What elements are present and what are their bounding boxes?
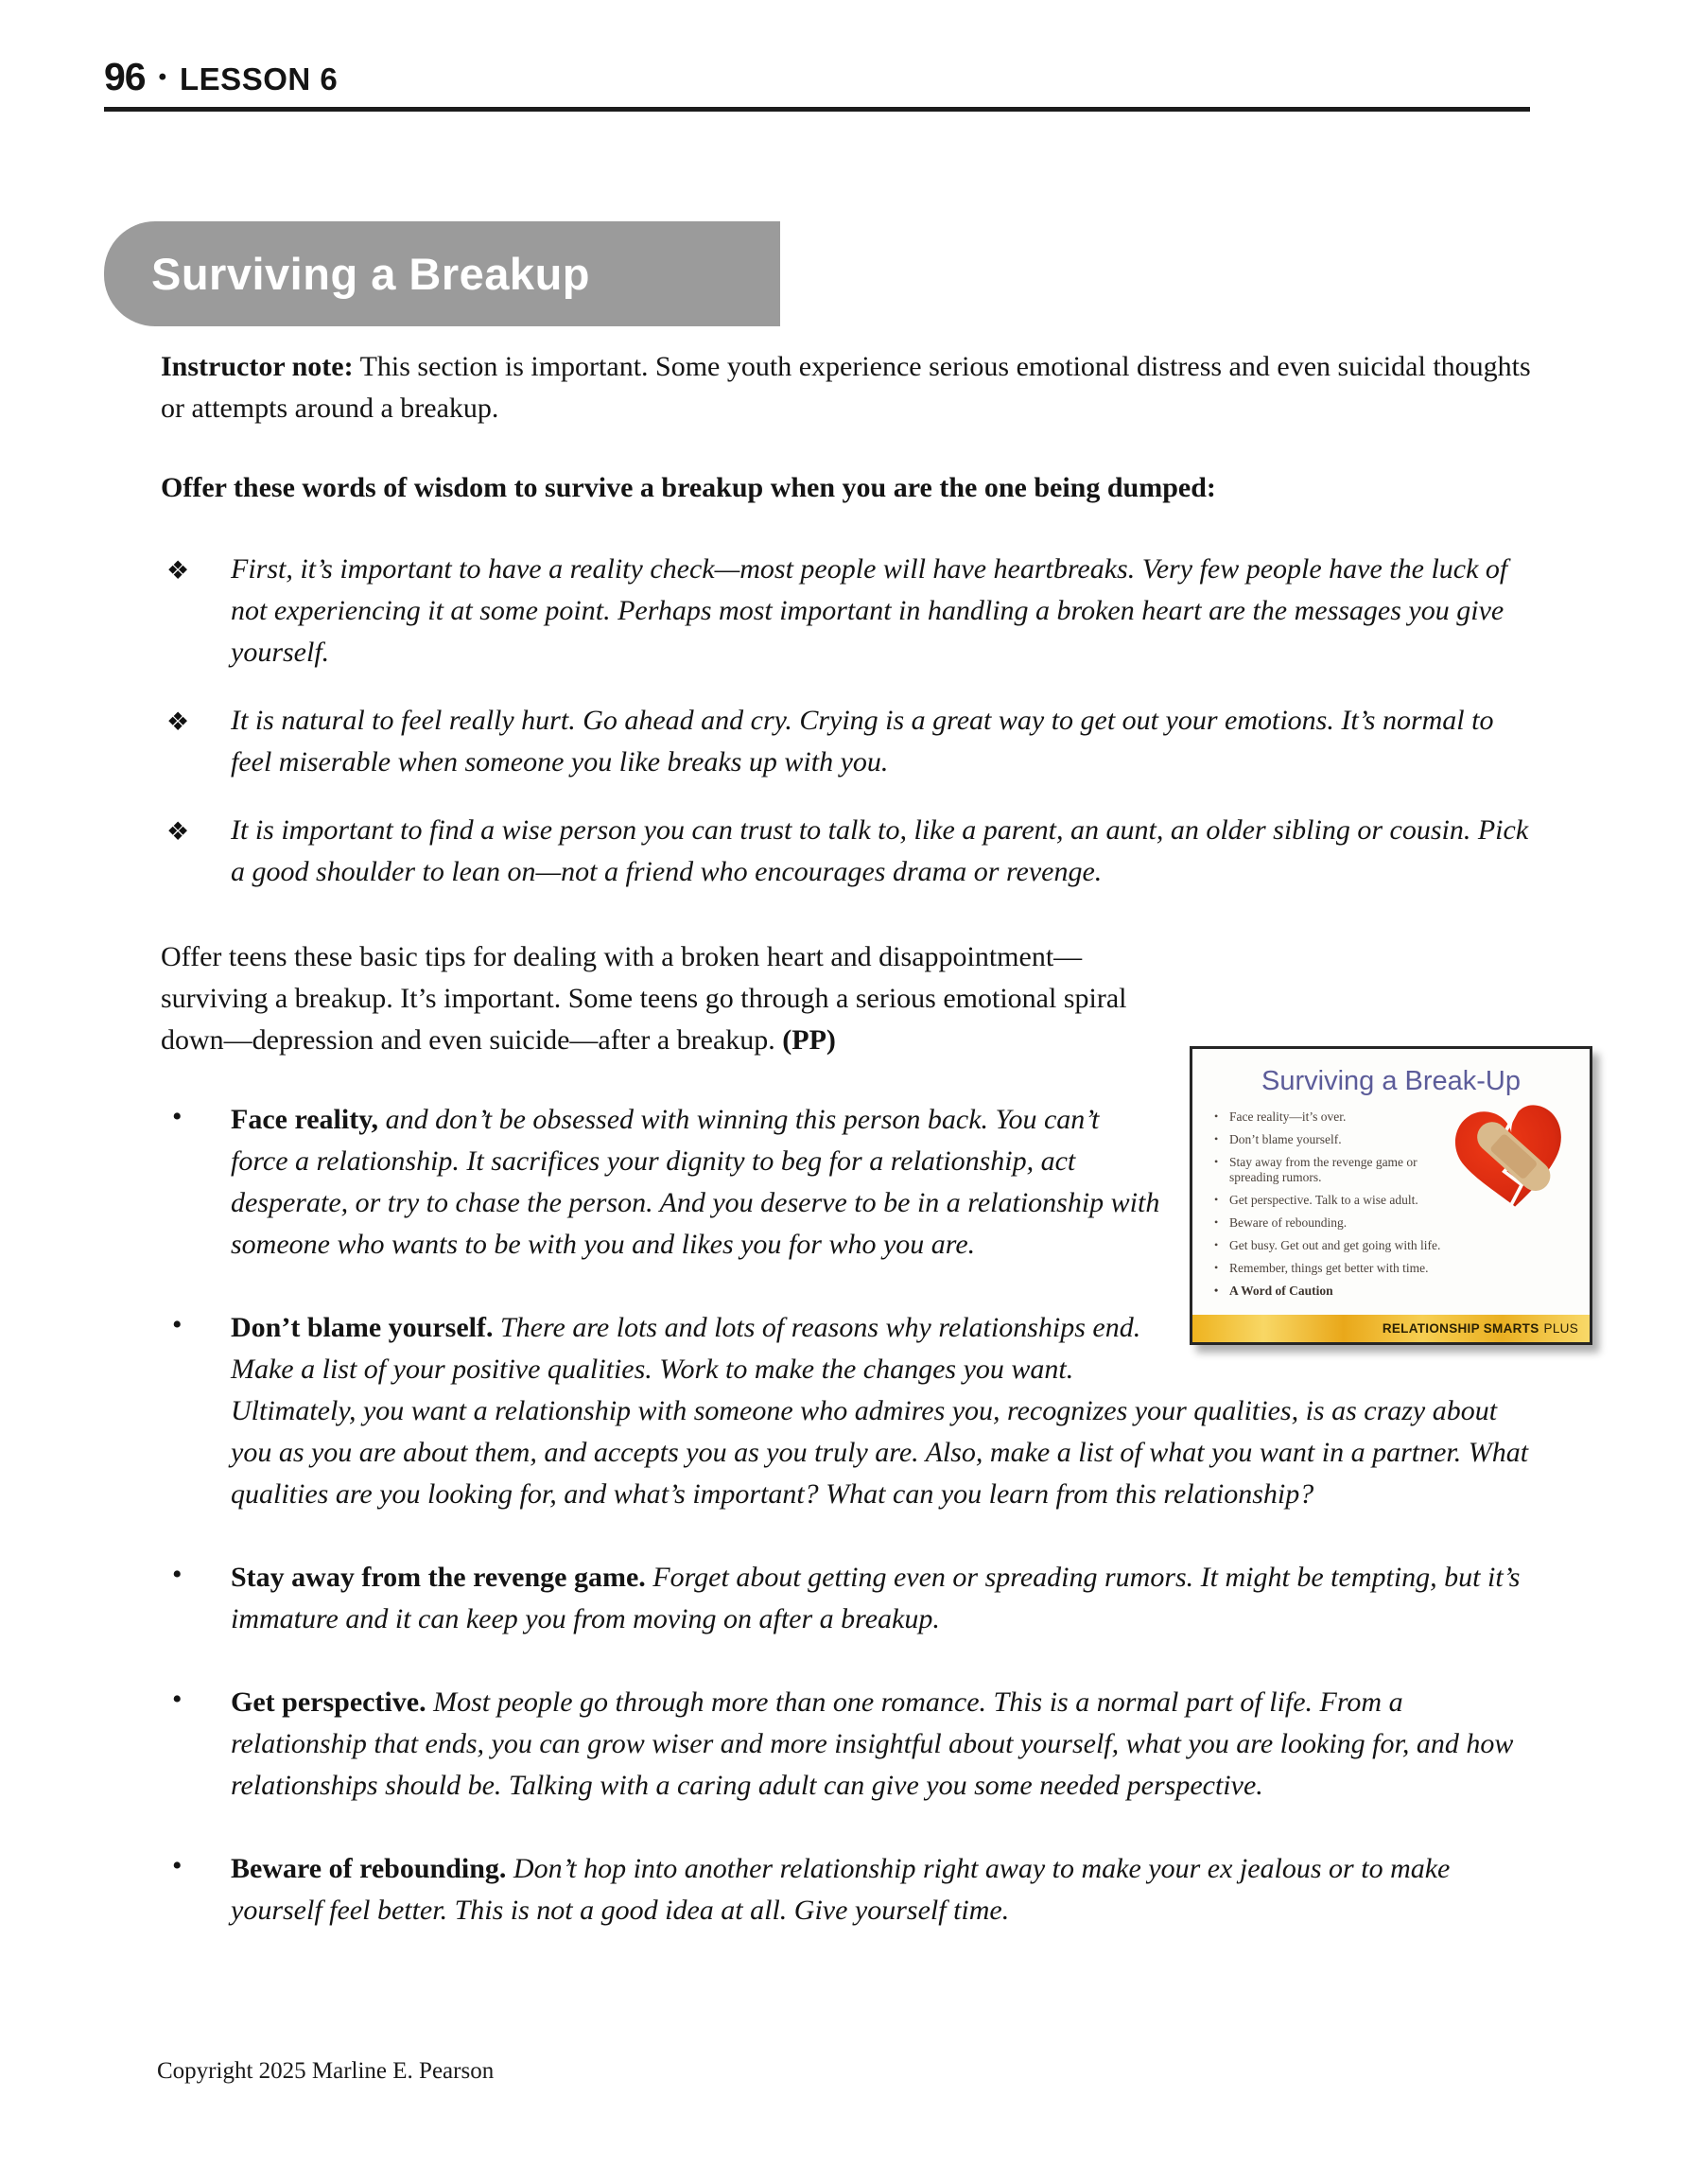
slide-bullet-text: Remember, things get better with time. — [1229, 1261, 1429, 1275]
tips-intro-text: Offer teens these basic tips for dealing with a broken heart and disappointment—surviving a breakup. It’s important. Some teens go through a serious emotional spiral down—depression and even suicide—after a breakup. — [161, 941, 1127, 1056]
slide-bullet-text: Get busy. Get out and get going with life. — [1229, 1238, 1441, 1252]
diamond-bullet-icon: ❖ — [166, 556, 190, 585]
tips-list — [161, 1099, 1534, 1931]
brand-name-light: PLUS — [1543, 1320, 1578, 1336]
body-column — [161, 346, 1578, 1973]
tip-label: Get perspective. — [231, 1686, 426, 1718]
separator-dot: • — [158, 64, 167, 90]
wisdom-item-text: First, it’s important to have a reality check—most people will have heartbreaks. Very few people have the luck of not experiencing it at some point. Perhaps most important in handling a broken heart are the messages you give yourself. — [231, 553, 1508, 668]
tip-label: Don’t blame yourself. — [231, 1312, 494, 1343]
round-bullet-icon: • — [1214, 1155, 1219, 1168]
section-banner — [104, 221, 780, 326]
round-bullet-icon: • — [1214, 1132, 1219, 1145]
diamond-bullet-icon: ❖ — [166, 817, 190, 846]
round-bullet-icon: • — [1214, 1109, 1219, 1123]
instructor-note-label: Instructor note: — [161, 351, 354, 382]
slide-bullet-text: Get perspective. Talk to a wise adult. — [1229, 1193, 1418, 1207]
round-bullet-icon: • — [1214, 1193, 1219, 1206]
tip-label: Beware of rebounding. — [231, 1853, 507, 1884]
footer-copyright: Copyright 2025 Marline E. Pearson — [157, 2058, 495, 2084]
tips-intro — [161, 936, 1534, 1061]
tip-item — [161, 1848, 1534, 1931]
page-number: 96 — [104, 55, 146, 98]
slide-title: Surviving a Break-Up — [1261, 1066, 1521, 1096]
section-title: Surviving a Breakup — [151, 249, 590, 299]
pp-marker: (PP) — [782, 1024, 836, 1056]
tip-text: Forget about getting even or spreading rumors. It might be tempting, but it’s immature and it can keep you from moving on after a breakup. — [231, 1562, 1521, 1634]
slide-bullet-text: A Word of Caution — [1229, 1284, 1333, 1298]
diamond-bullet-icon: ❖ — [166, 708, 190, 736]
slide-bullet — [1213, 1284, 1448, 1299]
round-bullet-icon: • — [1214, 1215, 1219, 1229]
wisdom-item-text: It is important to find a wise person you can trust to talk to, like a parent, an aunt, an older sibling or cousin. Pick a good shoulder to lean on—not a friend who encourages drama or revenge. — [231, 814, 1529, 887]
wisdom-item — [161, 549, 1534, 673]
round-bullet-icon: • — [1214, 1238, 1219, 1251]
wisdom-item — [161, 700, 1534, 783]
tip-label: Stay away from the revenge game. — [231, 1562, 646, 1593]
tip-text: Most people go through more than one romance. This is a normal part of life. From a relationship that ends, you can grow wiser and more insightful about yourself, what you are looking for, and how relationships should be. Talking with a caring adult can give you some needed perspective. — [231, 1686, 1514, 1801]
tip-text: and don’t be obsessed with winning this person back. You can’t force a relationship. It sacrifices your dignity to beg for a relationship, act desperate, or try to chase the person. And you deserve to be in a relationship with someone who wants to be with you and likes you for who you are. — [231, 1104, 1160, 1260]
instructor-note — [161, 346, 1534, 429]
round-bullet-icon: • — [172, 1309, 183, 1340]
slide-bullet-text: Face reality—it’s over. — [1229, 1109, 1347, 1124]
lesson-label: LESSON 6 — [180, 61, 339, 96]
tip-item — [161, 1099, 1534, 1266]
lead-heading: Offer these words of wisdom to survive a breakup when you are the one being dumped: — [161, 472, 1216, 503]
tip-item — [161, 1682, 1534, 1807]
slide-bullet-text: Stay away from the revenge game or spreading rumors. — [1229, 1155, 1417, 1184]
tip-text: There are lots and lots of reasons why relationships end. Make a list of your positive qualities. Work to make the changes you want. Ultimately, you want a relationship with someone who admires you, recognizes your qualities, is as crazy about you as you are about them, and accepts you as you truly are. Also, make a list of what you want in a partner. What qualities are you looking for, and what’s important? What can you learn from this relationship? — [231, 1312, 1529, 1510]
slide-bullet-text: Don’t blame yourself. — [1229, 1132, 1342, 1146]
instructor-note-text: This section is important. Some youth experience serious emotional distress and even suicidal thoughts or attempts around a breakup. — [161, 351, 1531, 424]
round-bullet-icon: • — [172, 1850, 183, 1881]
tip-label: Face reality, — [231, 1104, 379, 1135]
wisdom-list — [161, 549, 1534, 893]
wisdom-item-text: It is natural to feel really hurt. Go ahead and cry. Crying is a great way to get out your emotions. It’s normal to feel miserable when someone you like breaks up with you. — [231, 705, 1494, 778]
tip-text: Don’t hop into another relationship right away to make your ex jealous or to make yourself feel better. This is not a good idea at all. Give yourself time. — [231, 1853, 1451, 1926]
running-head — [104, 55, 1530, 112]
round-bullet-icon: • — [172, 1684, 183, 1715]
round-bullet-icon: • — [172, 1559, 183, 1590]
slide-bullet-text: Beware of rebounding. — [1229, 1215, 1348, 1230]
round-bullet-icon: • — [1214, 1261, 1219, 1274]
tip-item — [161, 1307, 1534, 1515]
round-bullet-icon: • — [1214, 1284, 1219, 1297]
brand-name-bold: RELATIONSHIP SMARTS — [1382, 1320, 1539, 1336]
tip-item — [161, 1557, 1534, 1640]
wisdom-item — [161, 810, 1534, 893]
round-bullet-icon: • — [172, 1101, 183, 1132]
tips-section — [161, 936, 1578, 1931]
